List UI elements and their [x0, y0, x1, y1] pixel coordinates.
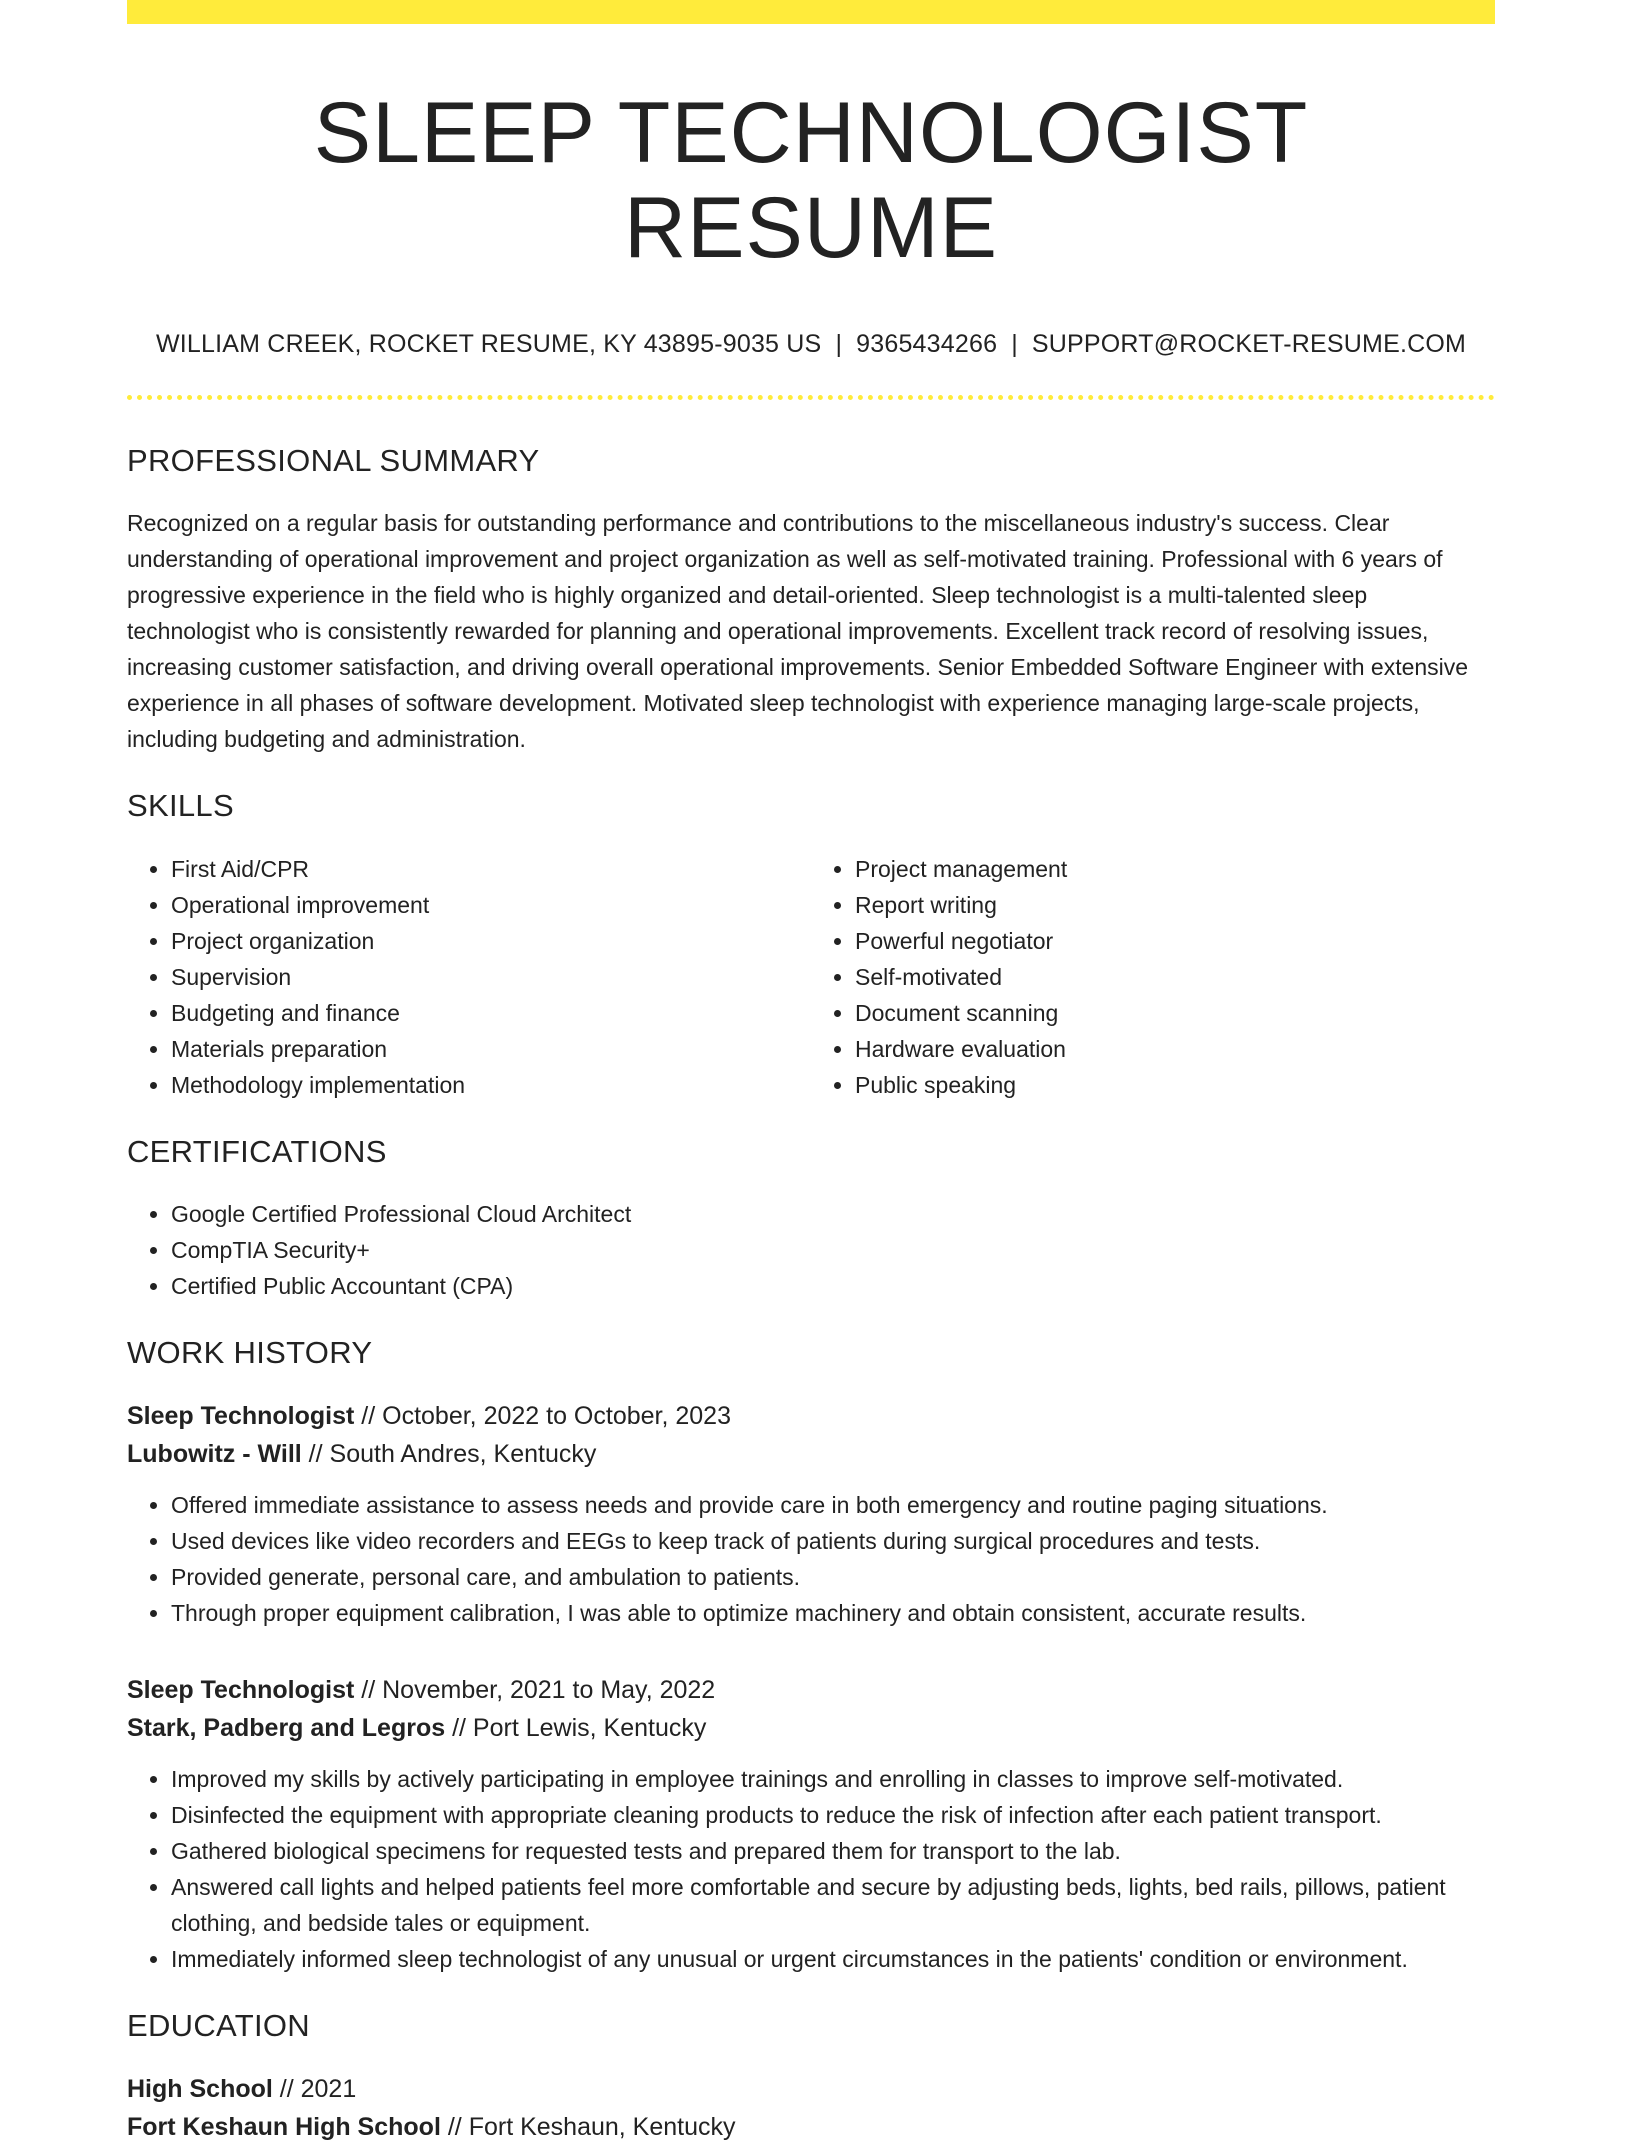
education-location: // Fort Keshaun, Kentucky — [440, 2113, 736, 2142]
skills-section — [127, 787, 1495, 1102]
education-year: // 2021 — [272, 2075, 357, 2104]
job-bullet: • Offered immediate assistance to assess needs and provide care in both emergency and routine paging situations. — [171, 1487, 1495, 1523]
job-bullet: • Provided generate, personal care, and ambulation to patients. — [171, 1559, 1495, 1595]
job-title: Sleep Technologist — [127, 1401, 355, 1430]
job-bullet: • Answered call lights and helped patients feel more comfortable and secure by adjusting beds, lights, bed rails, pillows, patient clothing, and bedside tales or equipment. — [171, 1869, 1495, 1941]
work-history-heading: WORK HISTORY — [127, 1334, 373, 1370]
job-bullet: • Improved my skills by actively participating in employee trainings and enrolling in classes to improve self-motivated. — [171, 1761, 1495, 1797]
education-degree: High School — [127, 2075, 273, 2104]
contact-email: SUPPORT@ROCKET-RESUME.COM — [1031, 330, 1467, 359]
page-title: SLEEP TECHNOLOGIST RESUME — [313, 85, 1309, 276]
job-bullet: • Gathered biological specimens for requested tests and prepared them for transport to the lab. — [171, 1833, 1495, 1869]
contact-address: WILLIAM CREEK, ROCKET RESUME, KY 43895-9035 US — [155, 330, 822, 359]
skills-heading: SKILLS — [127, 788, 234, 824]
job-bullet: • Immediately informed sleep technologist of any unusual or urgent circumstances in the patients' condition or environment. — [171, 1941, 1495, 1977]
certification-item: • CompTIA Security+ — [171, 1232, 1495, 1268]
job-company-line — [127, 1435, 1495, 1473]
resume-page — [127, 0, 1495, 2146]
job-bullets — [127, 1487, 1495, 1631]
skills-list-left — [127, 851, 811, 1103]
job-entry — [127, 1671, 1495, 1977]
skill-item: • Self-motivated — [855, 959, 1495, 995]
certification-item: • Google Certified Professional Cloud Architect — [171, 1196, 1495, 1232]
job-bullet: • Through proper equipment calibration, I was able to optimize machinery and obtain consistent, accurate results. — [171, 1595, 1495, 1631]
skill-item: • Report writing — [855, 887, 1495, 923]
skill-item: • Budgeting and finance — [171, 995, 811, 1031]
skills-columns — [127, 851, 1495, 1103]
job-title: Sleep Technologist — [127, 1675, 355, 1704]
job-company: Lubowitz - Will — [127, 1439, 302, 1468]
education-entry — [127, 2070, 1495, 2146]
education-school: Fort Keshaun High School — [127, 2113, 441, 2142]
summary-section — [127, 442, 1495, 757]
certifications-section — [127, 1133, 1495, 1304]
education-section — [127, 2007, 1495, 2146]
skill-item: • First Aid/CPR — [171, 851, 811, 887]
job-title-line — [127, 1397, 1495, 1435]
contact-separator: | — [1011, 330, 1018, 359]
contact-phone: 9365434266 — [856, 330, 998, 359]
certifications-heading: CERTIFICATIONS — [127, 1133, 387, 1169]
job-bullets — [127, 1761, 1495, 1977]
job-company: Stark, Padberg and Legros — [127, 1713, 446, 1742]
skill-item: • Powerful negotiator — [855, 923, 1495, 959]
contact-separator: | — [835, 330, 843, 359]
job-company-line — [127, 1709, 1495, 1747]
job-dates: // November, 2021 to May, 2022 — [354, 1675, 716, 1704]
skill-item: • Public speaking — [855, 1067, 1495, 1103]
skill-item: • Hardware evaluation — [855, 1031, 1495, 1067]
dotted-divider — [127, 395, 1495, 400]
education-degree-line — [127, 2070, 1495, 2108]
skill-item: • Materials preparation — [171, 1031, 811, 1067]
job-location: // South Andres, Kentucky — [301, 1439, 597, 1468]
job-title-line — [127, 1671, 1495, 1709]
skills-list-right — [811, 851, 1495, 1103]
skill-item: • Supervision — [171, 959, 811, 995]
skill-item: • Document scanning — [855, 995, 1495, 1031]
skill-item: • Operational improvement — [171, 887, 811, 923]
skill-item: • Project organization — [171, 923, 811, 959]
summary-text: Recognized on a regular basis for outstanding performance and contributions to the miscellaneous industry's success. Clear understanding of operational improvement and project organization as well as self-motivated training. Professional with 6 years of progressive experience in the field who is highly organized and detail-oriented. Sleep technologist is a multi-talented sleep technologist who is consistently rewarded for planning and operational improvements. Excellent track record of resolving issues, increasing customer satisfaction, and driving overall operational improvements. Senior Embedded Software Engineer with extensive experience in all phases of software development. Motivated sleep technologist with experience managing large-scale projects, including budgeting and administration. — [127, 510, 1469, 753]
job-entry — [127, 1397, 1495, 1631]
job-bullet: • Disinfected the equipment with appropriate cleaning products to reduce the risk of infection after each patient transport. — [171, 1797, 1495, 1833]
certification-item: • Certified Public Accountant (CPA) — [171, 1268, 1495, 1304]
skill-item: • Methodology implementation — [171, 1067, 811, 1103]
job-bullet: • Used devices like video recorders and EEGs to keep track of patients during surgical procedures and tests. — [171, 1523, 1495, 1559]
summary-heading: PROFESSIONAL SUMMARY — [127, 443, 540, 479]
job-dates: // October, 2022 to October, 2023 — [354, 1401, 731, 1430]
education-heading: EDUCATION — [127, 2007, 310, 2043]
accent-top-bar — [127, 0, 1495, 24]
job-location: // Port Lewis, Kentucky — [445, 1713, 707, 1742]
education-school-line — [127, 2108, 1495, 2146]
work-history-section — [127, 1334, 1495, 1977]
contact-line — [127, 329, 1495, 359]
certifications-list — [127, 1196, 1495, 1304]
skill-item: • Project management — [855, 851, 1495, 887]
